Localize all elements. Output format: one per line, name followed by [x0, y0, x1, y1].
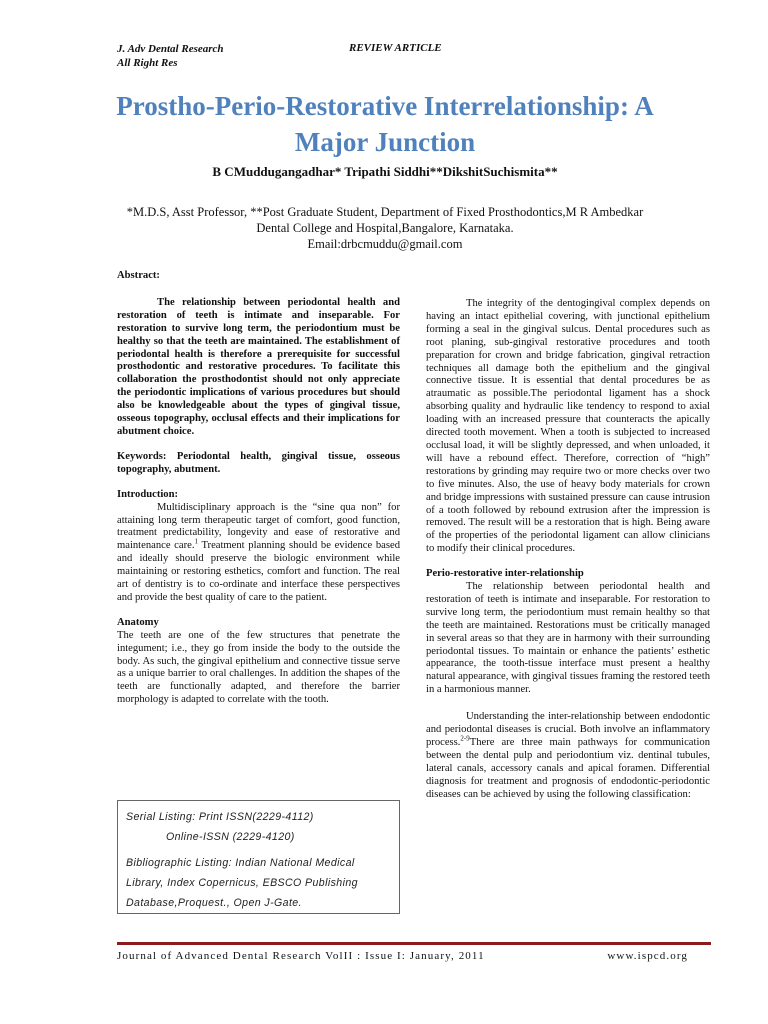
footer-website: www.ispcd.org	[607, 950, 688, 962]
affiliation	[80, 204, 690, 252]
journal-short-name: J. Adv Dental Research	[117, 43, 224, 55]
anatomy-heading: Anatomy	[117, 616, 159, 628]
citation-marker: 1	[194, 537, 198, 546]
listing-line: Database,Proquest., Open J-Gate.	[126, 897, 302, 909]
endo-text	[426, 711, 710, 801]
listing-line: Library, Index Copernicus, EBSCO Publishing	[126, 877, 358, 889]
endo-text-part: There are three main pathways for communication between the dental pulp and periodontium viz. dentinal tubules, lateral canals, accessory canals and apical foramen. Differential diagnosis for treatment and prognosis of endodontic-periodontic diseases can be achieved by using the following classification:	[426, 737, 710, 800]
paper-title: Prostho-Perio-Restorative Interrelationship: A Major Junction	[116, 91, 654, 157]
listing-line: Serial Listing: Print ISSN(2229-4112)	[126, 811, 314, 823]
email: Email:drbcmuddu@gmail.com	[307, 237, 463, 251]
perio-heading: Perio-restorative inter-relationship	[426, 568, 584, 580]
perio-text: The relationship between periodontal health and restoration of teeth is intimate and inseparable. For restoration to survive long term, the periodontium must remain healthy so that the teeth are maintained. Restorations must be critically managed in several areas so that they are in harmony with their surrounding periodontal tissues. To maintain or enhance the patients’ esthetic appearance, the tooth-tissue interface must present a healthy natural appearance, with gingival tissues framing the restored teeth in a harmonious manner.	[426, 581, 710, 696]
abstract-text: The relationship between periodontal health and restoration of teeth is intimate and inseparable. For restoration to survive long term, the periodontium must be healthy so that the teeth are maintained. The establishment of periodontal health is therefore a prerequisite for successful prosthodontic and restorative procedures. To facilitate this collaboration the prosthodontist should not only appreciate the periodontic implications of various procedures but should also be knowledgeable about the types of gingival tissue, osseous topography, occlusal effects and their implications for abutment choice.	[117, 296, 400, 437]
keywords: Keywords: Periodontal health, gingival tissue, osseous topography, abutment.	[117, 450, 400, 475]
listing-box	[117, 800, 400, 914]
citation-marker: 2-9	[460, 734, 470, 743]
listing-line: Bibliographic Listing: Indian National Medical	[126, 857, 355, 869]
introduction-heading: Introduction:	[117, 488, 179, 500]
introduction-text	[117, 502, 400, 605]
affiliation-line: *M.D.S, Asst Professor, **Post Graduate Student, Department of Fixed Prosthodontics,M R Ambedkar	[126, 205, 644, 219]
footer-journal: Journal of Advanced Dental Research VolII : Issue I: January, 2011	[117, 950, 485, 962]
listing-line: Online-ISSN (2229-4120)	[166, 831, 295, 843]
introduction-text-part: Treatment planning should be evidence based and ideally should preserve the biologic environment while maintaining or restoring esthetics, comfort and function. The real art of dentistry is to co-ordinate and interface these perspectives and provide the best quality of care to the patient.	[117, 540, 400, 603]
authors: B CMuddugangadhar* Tripathi Siddhi**DikshitSuchismita**	[212, 164, 558, 179]
abstract-heading: Abstract:	[117, 270, 160, 281]
journal-header	[117, 42, 224, 70]
introduction-text-part: Multidisciplinary approach is the “sine qua non” for attaining long term therapeutic target of comfort, good function, treatment predictability, longevity and ease of restorative and maintenance care.	[117, 501, 400, 552]
left-column	[117, 270, 400, 707]
footer-rule	[117, 942, 711, 945]
rights-notice: All Right Res	[117, 57, 178, 69]
anatomy-text: The teeth are one of the few structures that penetrate the integument; i.e., they go from inside the body to the outside the body. As such, the gingival epithelium and connective tissue serve as a unique barrier to oral challenges. In addition the shapes of the teeth are functionally adapted, and therefore the barrier morphology is adapted to correlate with the tooth.	[117, 629, 400, 706]
right-column	[426, 298, 710, 802]
paragraph: The integrity of the dentogingival complex depends on having an intact epithelial covering, with junctional epithelium forming a seal in the gingival sulcus. Dental procedures such as root planing, sub-gingival restorative procedures and tooth preparation for crown and bridge fabrication, gingival retraction techniques all damage both the epithelium and the gingival connective tissue. It is essential that dental procedures be as atraumatic as possible.The periodontal ligament has a shock absorbing quality and hydraulic like tendency to respond to axial loading with an increased pressure that counteracts the apically directed tooth movement. When a tooth is subjected to increased occlusal load, it will be slightly depressed, and when unloaded, it will have a rebound effect. Therefore, correction of “high” restorations by grinding may require two or more checks over two to five minutes. Also, the use of heavy body materials for crown and bridge impressions with sustained pressure can cause intrusion of a tooth followed by rebound extrusion after the impression is removed. The result will be a restoration that is high. Being aware of the properties of the periodontal ligament can allow clinicians to modify their clinical procedures.	[426, 298, 710, 555]
endo-text-part: Understanding the inter-relationship between endodontic and periodontal diseases is crucial. Both involve an inflammatory process.	[426, 711, 710, 748]
affiliation-line: Dental College and Hospital,Bangalore, Karnataka.	[256, 221, 514, 235]
article-type: REVIEW ARTICLE	[349, 42, 442, 54]
